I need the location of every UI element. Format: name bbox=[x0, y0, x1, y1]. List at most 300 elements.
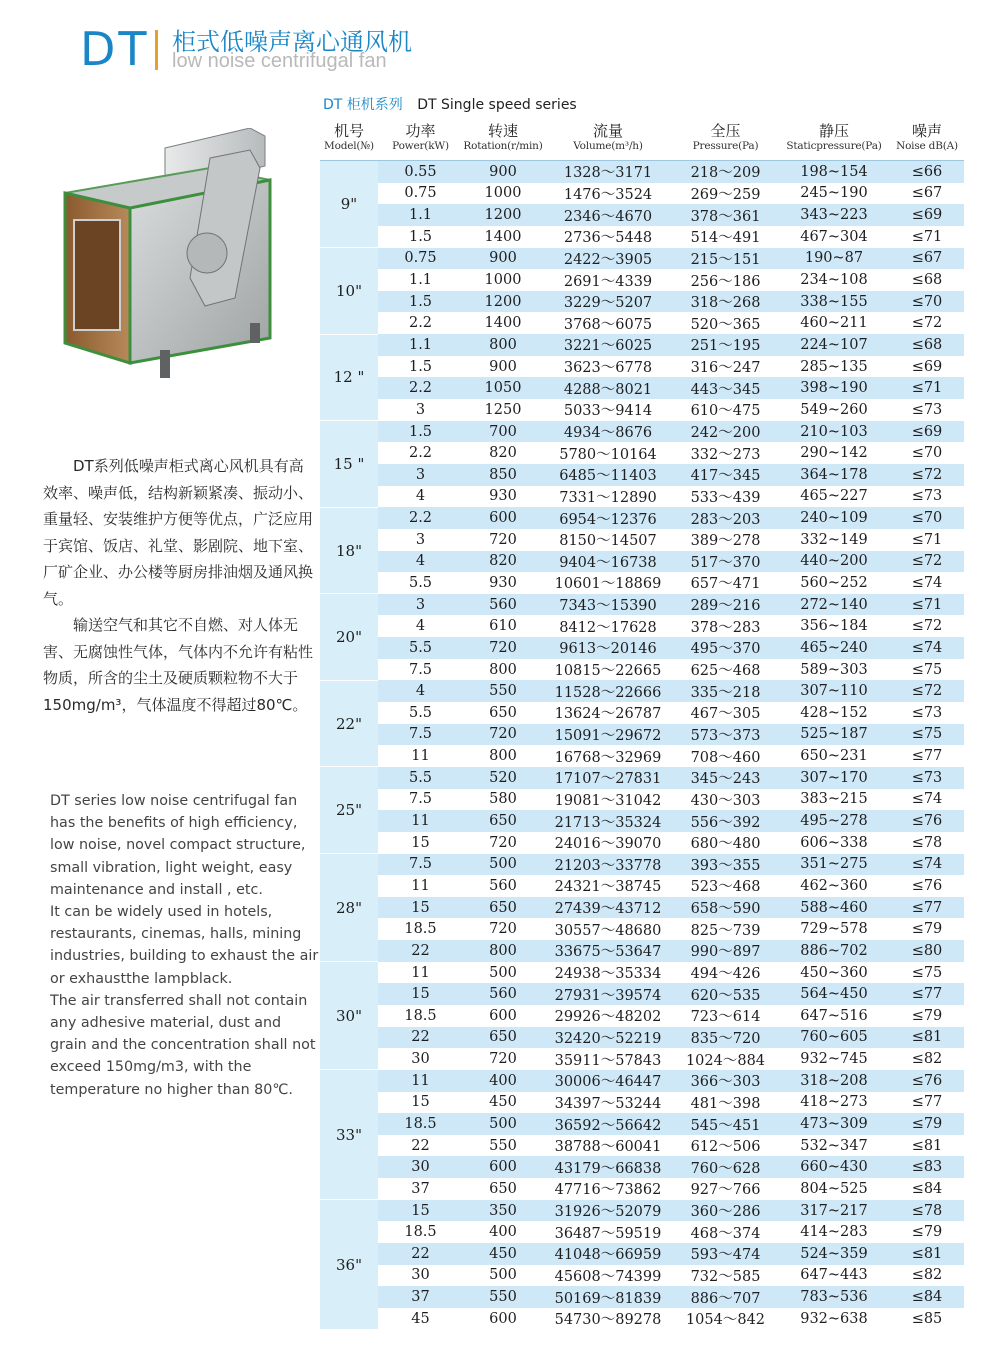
rotation-cell: 600 bbox=[463, 1308, 543, 1330]
rotation-cell: 720 bbox=[463, 1048, 543, 1070]
rotation-cell: 1400 bbox=[463, 312, 543, 334]
rotation-cell: 600 bbox=[463, 1005, 543, 1027]
noise-cell: ≤81 bbox=[890, 1135, 964, 1157]
static-pressure-cell: 338~155 bbox=[778, 291, 890, 313]
volume-cell: 1476～3524 bbox=[543, 183, 673, 205]
noise-cell: ≤71 bbox=[890, 377, 964, 399]
power-cell: 2.2 bbox=[378, 442, 463, 464]
volume-cell: 24938～35334 bbox=[543, 962, 673, 984]
table-row bbox=[320, 1092, 964, 1114]
pressure-cell: 545～451 bbox=[673, 1113, 778, 1135]
power-cell: 18.5 bbox=[378, 1005, 463, 1027]
noise-cell: ≤68 bbox=[890, 334, 964, 356]
rotation-cell: 600 bbox=[463, 1156, 543, 1178]
power-cell: 1.5 bbox=[378, 421, 463, 443]
column-header: 全压 Pressure(Pa) bbox=[673, 116, 778, 161]
rotation-cell: 520 bbox=[463, 767, 543, 789]
rotation-cell: 900 bbox=[463, 248, 543, 270]
pressure-cell: 927～766 bbox=[673, 1178, 778, 1200]
table-row bbox=[320, 724, 964, 746]
pressure-cell: 723～614 bbox=[673, 1005, 778, 1027]
volume-cell: 24321～38745 bbox=[543, 875, 673, 897]
noise-cell: ≤79 bbox=[890, 1221, 964, 1243]
pressure-cell: 1024～884 bbox=[673, 1048, 778, 1070]
pressure-cell: 990～897 bbox=[673, 940, 778, 962]
volume-cell: 41048～66959 bbox=[543, 1243, 673, 1265]
table-row bbox=[320, 572, 964, 594]
table-row bbox=[320, 897, 964, 919]
table-row bbox=[320, 421, 964, 443]
power-cell: 1.5 bbox=[378, 226, 463, 248]
power-cell: 1.5 bbox=[378, 291, 463, 313]
table-row bbox=[320, 1135, 964, 1157]
volume-cell: 33675～53647 bbox=[543, 940, 673, 962]
power-cell: 1.1 bbox=[378, 204, 463, 226]
pressure-cell: 242～200 bbox=[673, 421, 778, 443]
spec-table-body bbox=[320, 161, 964, 1330]
pressure-cell: 417～345 bbox=[673, 464, 778, 486]
table-row bbox=[320, 161, 964, 183]
power-cell: 18.5 bbox=[378, 1221, 463, 1243]
volume-cell: 2736～5448 bbox=[543, 226, 673, 248]
noise-cell: ≤70 bbox=[890, 291, 964, 313]
rotation-cell: 550 bbox=[463, 1135, 543, 1157]
volume-cell: 3221～6025 bbox=[543, 334, 673, 356]
power-cell: 7.5 bbox=[378, 659, 463, 681]
power-cell: 1.1 bbox=[378, 334, 463, 356]
table-row bbox=[320, 1156, 964, 1178]
model-cell: 30" bbox=[320, 962, 378, 1070]
cabinet-fan-photo bbox=[60, 128, 290, 383]
description-en bbox=[50, 790, 320, 1101]
static-pressure-cell: 414~283 bbox=[778, 1221, 890, 1243]
volume-cell: 8150～14507 bbox=[543, 529, 673, 551]
rotation-cell: 820 bbox=[463, 551, 543, 573]
noise-cell: ≤71 bbox=[890, 226, 964, 248]
table-row bbox=[320, 507, 964, 529]
volume-cell: 8412～17628 bbox=[543, 615, 673, 637]
static-pressure-cell: 210~103 bbox=[778, 421, 890, 443]
table-row bbox=[320, 702, 964, 724]
model-cell: 22" bbox=[320, 680, 378, 767]
pressure-cell: 835～720 bbox=[673, 1027, 778, 1049]
rotation-cell: 560 bbox=[463, 594, 543, 616]
volume-cell: 2691～4339 bbox=[543, 269, 673, 291]
table-row bbox=[320, 854, 964, 876]
static-pressure-cell: 356~184 bbox=[778, 615, 890, 637]
volume-cell: 21203～33778 bbox=[543, 854, 673, 876]
rotation-cell: 720 bbox=[463, 724, 543, 746]
rotation-cell: 350 bbox=[463, 1200, 543, 1222]
rotation-cell: 650 bbox=[463, 897, 543, 919]
volume-cell: 19081～31042 bbox=[543, 789, 673, 811]
noise-cell: ≤76 bbox=[890, 810, 964, 832]
table-row bbox=[320, 940, 964, 962]
noise-cell: ≤85 bbox=[890, 1308, 964, 1330]
rotation-cell: 900 bbox=[463, 161, 543, 183]
static-pressure-cell: 332~149 bbox=[778, 529, 890, 551]
rotation-cell: 550 bbox=[463, 1286, 543, 1308]
description-en-paragraph: DT series low noise centrifugal fan has the benefits of high efficiency, low noise, novel compact structure, small vibration, light weight, easy maintenance and install , etc. bbox=[50, 793, 306, 898]
power-cell: 1.5 bbox=[378, 356, 463, 378]
power-cell: 3 bbox=[378, 529, 463, 551]
power-cell: 0.55 bbox=[378, 161, 463, 183]
header-row bbox=[320, 116, 964, 161]
pressure-cell: 256～186 bbox=[673, 269, 778, 291]
rotation-cell: 720 bbox=[463, 637, 543, 659]
power-cell: 1.1 bbox=[378, 269, 463, 291]
table-row bbox=[320, 1286, 964, 1308]
rotation-cell: 800 bbox=[463, 745, 543, 767]
static-pressure-cell: 190~87 bbox=[778, 248, 890, 270]
noise-cell: ≤69 bbox=[890, 356, 964, 378]
static-pressure-cell: 886~702 bbox=[778, 940, 890, 962]
table-row bbox=[320, 1308, 964, 1330]
static-pressure-cell: 465~240 bbox=[778, 637, 890, 659]
rotation-cell: 1050 bbox=[463, 377, 543, 399]
description-cn bbox=[43, 453, 318, 718]
volume-cell: 27931～39574 bbox=[543, 983, 673, 1005]
table-row bbox=[320, 1200, 964, 1222]
static-pressure-cell: 525~187 bbox=[778, 724, 890, 746]
noise-cell: ≤81 bbox=[890, 1243, 964, 1265]
power-cell: 22 bbox=[378, 1243, 463, 1265]
power-cell: 0.75 bbox=[378, 183, 463, 205]
noise-cell: ≤75 bbox=[890, 724, 964, 746]
noise-cell: ≤78 bbox=[890, 1200, 964, 1222]
table-row bbox=[320, 1005, 964, 1027]
table-row bbox=[320, 983, 964, 1005]
power-cell: 15 bbox=[378, 983, 463, 1005]
rotation-cell: 650 bbox=[463, 1027, 543, 1049]
volume-cell: 2346～4670 bbox=[543, 204, 673, 226]
volume-cell: 45608～74399 bbox=[543, 1265, 673, 1287]
static-pressure-cell: 343~223 bbox=[778, 204, 890, 226]
pressure-cell: 1054～842 bbox=[673, 1308, 778, 1330]
volume-cell: 5033～9414 bbox=[543, 399, 673, 421]
noise-cell: ≤83 bbox=[890, 1156, 964, 1178]
table-row bbox=[320, 1113, 964, 1135]
volume-cell: 10815～22665 bbox=[543, 659, 673, 681]
pressure-cell: 573～373 bbox=[673, 724, 778, 746]
noise-cell: ≤72 bbox=[890, 615, 964, 637]
table-row bbox=[320, 464, 964, 486]
noise-cell: ≤75 bbox=[890, 659, 964, 681]
noise-cell: ≤79 bbox=[890, 918, 964, 940]
page-title-cn: 柜式低噪声离心通风机 bbox=[172, 28, 412, 56]
rotation-cell: 400 bbox=[463, 1221, 543, 1243]
volume-cell: 30557～48680 bbox=[543, 918, 673, 940]
rotation-cell: 820 bbox=[463, 442, 543, 464]
volume-cell: 32420～52219 bbox=[543, 1027, 673, 1049]
volume-cell: 31926～52079 bbox=[543, 1200, 673, 1222]
volume-cell: 9613～20146 bbox=[543, 637, 673, 659]
pressure-cell: 251～195 bbox=[673, 334, 778, 356]
volume-cell: 3768～6075 bbox=[543, 312, 673, 334]
rotation-cell: 1400 bbox=[463, 226, 543, 248]
power-cell: 5.5 bbox=[378, 572, 463, 594]
pressure-cell: 620～535 bbox=[673, 983, 778, 1005]
noise-cell: ≤77 bbox=[890, 1092, 964, 1114]
static-pressure-cell: 804~525 bbox=[778, 1178, 890, 1200]
pressure-cell: 345～243 bbox=[673, 767, 778, 789]
volume-cell: 36487～59519 bbox=[543, 1221, 673, 1243]
table-row bbox=[320, 1221, 964, 1243]
table-row bbox=[320, 680, 964, 702]
rotation-cell: 800 bbox=[463, 940, 543, 962]
noise-cell: ≤71 bbox=[890, 529, 964, 551]
volume-cell: 50169～81839 bbox=[543, 1286, 673, 1308]
column-header: 机号 Model(№) bbox=[320, 116, 378, 161]
noise-cell: ≤68 bbox=[890, 269, 964, 291]
noise-cell: ≤67 bbox=[890, 248, 964, 270]
rotation-cell: 560 bbox=[463, 875, 543, 897]
pressure-cell: 657～471 bbox=[673, 572, 778, 594]
series-label bbox=[323, 94, 577, 114]
power-cell: 22 bbox=[378, 1027, 463, 1049]
rotation-cell: 800 bbox=[463, 334, 543, 356]
pressure-cell: 215～151 bbox=[673, 248, 778, 270]
pressure-cell: 443～345 bbox=[673, 377, 778, 399]
static-pressure-cell: 318~208 bbox=[778, 1070, 890, 1092]
static-pressure-cell: 290~142 bbox=[778, 442, 890, 464]
pressure-cell: 658～590 bbox=[673, 897, 778, 919]
volume-cell: 9404～16738 bbox=[543, 551, 673, 573]
table-row bbox=[320, 615, 964, 637]
static-pressure-cell: 317~217 bbox=[778, 1200, 890, 1222]
table-row bbox=[320, 1027, 964, 1049]
power-cell: 15 bbox=[378, 1200, 463, 1222]
table-row bbox=[320, 377, 964, 399]
static-pressure-cell: 532~347 bbox=[778, 1135, 890, 1157]
rotation-cell: 1000 bbox=[463, 269, 543, 291]
power-cell: 2.2 bbox=[378, 507, 463, 529]
model-cell: 9" bbox=[320, 161, 378, 248]
static-pressure-cell: 473~309 bbox=[778, 1113, 890, 1135]
rotation-cell: 450 bbox=[463, 1092, 543, 1114]
power-cell: 4 bbox=[378, 680, 463, 702]
pressure-cell: 625～468 bbox=[673, 659, 778, 681]
static-pressure-cell: 398~190 bbox=[778, 377, 890, 399]
series-label-cn: DT 柜机系列 bbox=[323, 97, 403, 113]
static-pressure-cell: 285~135 bbox=[778, 356, 890, 378]
pressure-cell: 332～273 bbox=[673, 442, 778, 464]
static-pressure-cell: 428~152 bbox=[778, 702, 890, 724]
noise-cell: ≤82 bbox=[890, 1265, 964, 1287]
static-pressure-cell: 589~303 bbox=[778, 659, 890, 681]
table-row bbox=[320, 399, 964, 421]
static-pressure-cell: 588~460 bbox=[778, 897, 890, 919]
power-cell: 4 bbox=[378, 551, 463, 573]
static-pressure-cell: 760~605 bbox=[778, 1027, 890, 1049]
power-cell: 22 bbox=[378, 940, 463, 962]
model-cell: 18" bbox=[320, 507, 378, 594]
static-pressure-cell: 450~360 bbox=[778, 962, 890, 984]
volume-cell: 38788～60041 bbox=[543, 1135, 673, 1157]
pressure-cell: 520～365 bbox=[673, 312, 778, 334]
table-row bbox=[320, 486, 964, 508]
pressure-cell: 430～303 bbox=[673, 789, 778, 811]
spec-table-header bbox=[320, 116, 964, 161]
noise-cell: ≤71 bbox=[890, 594, 964, 616]
static-pressure-cell: 418~273 bbox=[778, 1092, 890, 1114]
power-cell: 18.5 bbox=[378, 918, 463, 940]
static-pressure-cell: 465~227 bbox=[778, 486, 890, 508]
noise-cell: ≤69 bbox=[890, 204, 964, 226]
noise-cell: ≤73 bbox=[890, 399, 964, 421]
power-cell: 15 bbox=[378, 897, 463, 919]
volume-cell: 3229～5207 bbox=[543, 291, 673, 313]
volume-cell: 43179～66838 bbox=[543, 1156, 673, 1178]
volume-cell: 1328～3171 bbox=[543, 161, 673, 183]
static-pressure-cell: 234~108 bbox=[778, 269, 890, 291]
static-pressure-cell: 307~170 bbox=[778, 767, 890, 789]
power-cell: 11 bbox=[378, 962, 463, 984]
power-cell: 22 bbox=[378, 1135, 463, 1157]
pressure-cell: 708～460 bbox=[673, 745, 778, 767]
model-cell: 20" bbox=[320, 594, 378, 681]
rotation-cell: 720 bbox=[463, 918, 543, 940]
volume-cell: 13624～26787 bbox=[543, 702, 673, 724]
description-en-paragraph: It can be widely used in hotels, restaurants, cinemas, halls, mining industries, building to exhaust the air or exhaustthe lampblack. bbox=[50, 904, 319, 987]
volume-cell: 54730～89278 bbox=[543, 1308, 673, 1330]
static-pressure-cell: 467~304 bbox=[778, 226, 890, 248]
static-pressure-cell: 351~275 bbox=[778, 854, 890, 876]
noise-cell: ≤70 bbox=[890, 507, 964, 529]
pressure-cell: 389～278 bbox=[673, 529, 778, 551]
noise-cell: ≤77 bbox=[890, 897, 964, 919]
noise-cell: ≤72 bbox=[890, 551, 964, 573]
column-header: 转速 Rotation(r/min) bbox=[463, 116, 543, 161]
column-header: 流量 Volume(m³/h) bbox=[543, 116, 673, 161]
table-row bbox=[320, 1243, 964, 1265]
power-cell: 5.5 bbox=[378, 637, 463, 659]
noise-cell: ≤72 bbox=[890, 312, 964, 334]
noise-cell: ≤82 bbox=[890, 1048, 964, 1070]
table-row bbox=[320, 442, 964, 464]
pressure-cell: 283～203 bbox=[673, 507, 778, 529]
static-pressure-cell: 307~110 bbox=[778, 680, 890, 702]
pressure-cell: 680～480 bbox=[673, 832, 778, 854]
power-cell: 5.5 bbox=[378, 767, 463, 789]
rotation-cell: 850 bbox=[463, 464, 543, 486]
rotation-cell: 580 bbox=[463, 789, 543, 811]
power-cell: 30 bbox=[378, 1265, 463, 1287]
header-divider bbox=[155, 30, 158, 70]
rotation-cell: 900 bbox=[463, 356, 543, 378]
rotation-cell: 1200 bbox=[463, 204, 543, 226]
noise-cell: ≤73 bbox=[890, 767, 964, 789]
rotation-cell: 550 bbox=[463, 680, 543, 702]
table-row bbox=[320, 334, 964, 356]
rotation-cell: 610 bbox=[463, 615, 543, 637]
power-cell: 11 bbox=[378, 810, 463, 832]
table-row bbox=[320, 832, 964, 854]
noise-cell: ≤80 bbox=[890, 940, 964, 962]
rotation-cell: 930 bbox=[463, 572, 543, 594]
rotation-cell: 500 bbox=[463, 962, 543, 984]
pressure-cell: 335～218 bbox=[673, 680, 778, 702]
noise-cell: ≤74 bbox=[890, 637, 964, 659]
noise-cell: ≤72 bbox=[890, 464, 964, 486]
pressure-cell: 517～370 bbox=[673, 551, 778, 573]
volume-cell: 47716～73862 bbox=[543, 1178, 673, 1200]
rotation-cell: 720 bbox=[463, 832, 543, 854]
model-cell: 12 " bbox=[320, 334, 378, 421]
pressure-cell: 269～259 bbox=[673, 183, 778, 205]
page-title-en: low noise centrifugal fan bbox=[172, 50, 387, 72]
pressure-cell: 523～468 bbox=[673, 875, 778, 897]
model-cell: 15 " bbox=[320, 421, 378, 508]
power-cell: 30 bbox=[378, 1048, 463, 1070]
noise-cell: ≤76 bbox=[890, 1070, 964, 1092]
noise-cell: ≤74 bbox=[890, 854, 964, 876]
noise-cell: ≤67 bbox=[890, 183, 964, 205]
noise-cell: ≤81 bbox=[890, 1027, 964, 1049]
static-pressure-cell: 440~200 bbox=[778, 551, 890, 573]
pressure-cell: 468～374 bbox=[673, 1221, 778, 1243]
static-pressure-cell: 240~109 bbox=[778, 507, 890, 529]
static-pressure-cell: 495~278 bbox=[778, 810, 890, 832]
power-cell: 2.2 bbox=[378, 312, 463, 334]
noise-cell: ≤70 bbox=[890, 442, 964, 464]
rotation-cell: 650 bbox=[463, 810, 543, 832]
volume-cell: 15091～29672 bbox=[543, 724, 673, 746]
power-cell: 37 bbox=[378, 1286, 463, 1308]
static-pressure-cell: 564~450 bbox=[778, 983, 890, 1005]
static-pressure-cell: 729~578 bbox=[778, 918, 890, 940]
static-pressure-cell: 524~359 bbox=[778, 1243, 890, 1265]
power-cell: 7.5 bbox=[378, 854, 463, 876]
power-cell: 7.5 bbox=[378, 789, 463, 811]
power-cell: 11 bbox=[378, 1070, 463, 1092]
pressure-cell: 760～628 bbox=[673, 1156, 778, 1178]
volume-cell: 7331～12890 bbox=[543, 486, 673, 508]
table-row bbox=[320, 745, 964, 767]
volume-cell: 21713～35324 bbox=[543, 810, 673, 832]
model-cell: 33" bbox=[320, 1070, 378, 1200]
table-row bbox=[320, 918, 964, 940]
volume-cell: 36592～56642 bbox=[543, 1113, 673, 1135]
volume-cell: 4288～8021 bbox=[543, 377, 673, 399]
pressure-cell: 610～475 bbox=[673, 399, 778, 421]
static-pressure-cell: 245~190 bbox=[778, 183, 890, 205]
table-row bbox=[320, 551, 964, 573]
model-cell: 28" bbox=[320, 854, 378, 962]
table-row bbox=[320, 312, 964, 334]
power-cell: 30 bbox=[378, 1156, 463, 1178]
noise-cell: ≤76 bbox=[890, 875, 964, 897]
table-row bbox=[320, 767, 964, 789]
power-cell: 5.5 bbox=[378, 702, 463, 724]
noise-cell: ≤79 bbox=[890, 1005, 964, 1027]
description-en-paragraph: The air transferred shall not contain any adhesive material, dust and grain and the concentration shall not exceed 150mg/m3, with the temperature no higher than 80℃. bbox=[50, 992, 316, 1098]
rotation-cell: 650 bbox=[463, 702, 543, 724]
volume-cell: 2422～3905 bbox=[543, 248, 673, 270]
volume-cell: 7343～15390 bbox=[543, 594, 673, 616]
noise-cell: ≤73 bbox=[890, 702, 964, 724]
table-row bbox=[320, 269, 964, 291]
table-row bbox=[320, 875, 964, 897]
model-cell: 36" bbox=[320, 1200, 378, 1330]
power-cell: 3 bbox=[378, 399, 463, 421]
rotation-cell: 500 bbox=[463, 854, 543, 876]
rotation-cell: 1250 bbox=[463, 399, 543, 421]
volume-cell: 35911～57843 bbox=[543, 1048, 673, 1070]
brand-code: DT bbox=[80, 22, 150, 76]
table-row bbox=[320, 659, 964, 681]
static-pressure-cell: 364~178 bbox=[778, 464, 890, 486]
